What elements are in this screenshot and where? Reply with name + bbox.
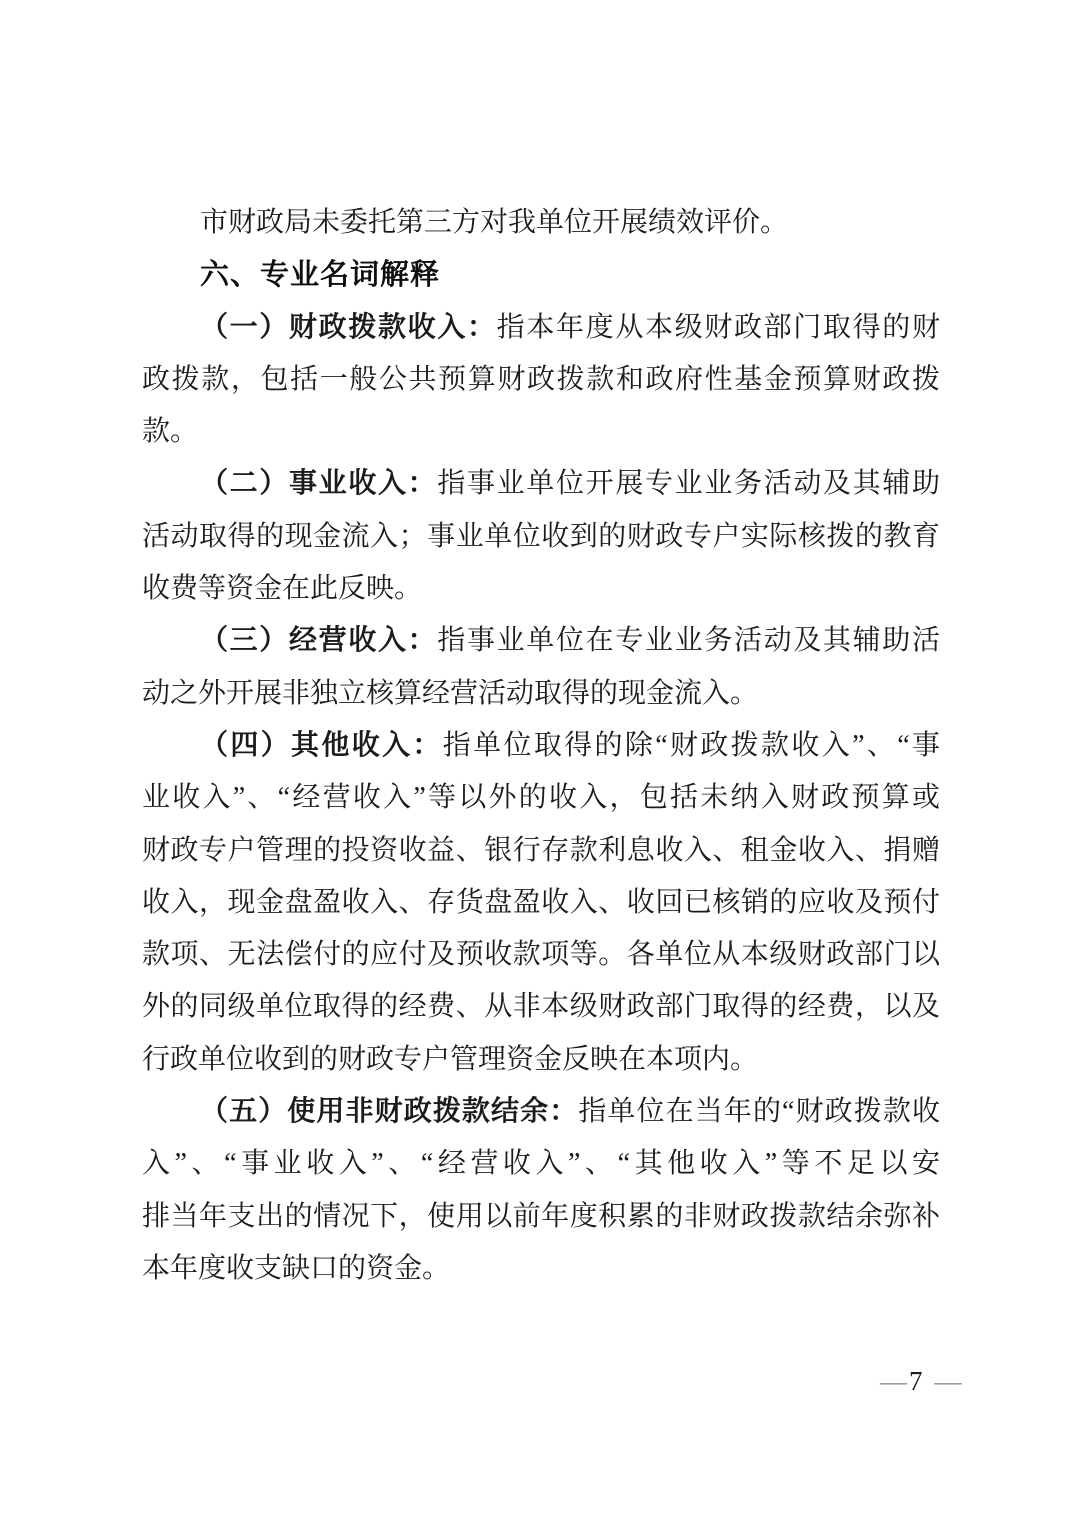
section-heading: 六、专业名词解释 xyxy=(200,259,441,292)
term-label: （二）事业收入： xyxy=(200,468,438,500)
paragraph-3-line-1 xyxy=(142,615,940,667)
body-text: 指单位取得的除“财政拨款收入”、“事 xyxy=(442,729,940,761)
body-text: 政拨款，包括一般公共预算财政拨款和政府性基金预算财政拨 xyxy=(142,363,940,395)
term-label: （一）财政拨款收入： xyxy=(200,311,497,343)
term-label: （四）其他收入： xyxy=(200,729,443,761)
body-text: 指本年度从本级财政部门取得的财 xyxy=(496,311,940,343)
intro-line: 市财政局未委托第三方对我单位开展绩效评价。 xyxy=(200,207,789,238)
body-text: 指事业单位开展专业业务活动及其辅助 xyxy=(437,468,940,500)
page-number-dash-left: — xyxy=(880,1366,907,1396)
paragraph-4-line-3 xyxy=(142,825,940,877)
paragraph-2-line-3 xyxy=(142,563,940,615)
term-label: （三）经营收入： xyxy=(200,625,438,657)
paragraph-5-line-3 xyxy=(142,1191,940,1243)
paragraph-2-line-1 xyxy=(142,458,940,510)
paragraph-4-line-7 xyxy=(142,1034,940,1086)
body-text: 财政专户管理的投资收益、银行存款利息收入、租金收入、捐赠 xyxy=(142,834,940,866)
paragraph-5-line-1 xyxy=(142,1086,940,1138)
paragraph-4-line-6 xyxy=(142,981,940,1033)
paragraphs-container xyxy=(142,302,940,1296)
body-text: 动之外开展非独立核算经营活动取得的现金流入。 xyxy=(142,677,759,709)
paragraph-1-line-3 xyxy=(142,406,940,458)
body-text: 行政单位收到的财政专户管理资金反映在本项内。 xyxy=(142,1043,759,1075)
paragraph-2-line-2 xyxy=(142,511,940,563)
paragraph-4-line-5 xyxy=(142,929,940,981)
body-text: 收入，现金盘盈收入、存货盘盈收入、收回已核销的应收及预付 xyxy=(142,886,940,918)
term-label: （五）使用非财政拨款结余： xyxy=(200,1096,579,1128)
paragraph-1-line-1 xyxy=(142,302,940,354)
page-number-value: 7 xyxy=(909,1366,923,1396)
body-text: 外的同级单位取得的经费、从非本级财政部门取得的经费，以及 xyxy=(142,991,940,1023)
page-number xyxy=(880,1366,962,1397)
body-text: 排当年支出的情况下，使用以前年度积累的非财政拨款结余弥补 xyxy=(142,1200,940,1232)
body-text: 款。 xyxy=(142,416,199,448)
paragraph-1-line-2 xyxy=(142,354,940,406)
paragraph-5-line-2 xyxy=(142,1138,940,1190)
body-text: 款项、无法偿付的应付及预收款项等。各单位从本级财政部门以 xyxy=(142,939,940,971)
paragraph-4-line-4 xyxy=(142,877,940,929)
paragraph-4-line-2 xyxy=(142,772,940,824)
body-text: 本年度收支缺口的资金。 xyxy=(142,1252,451,1284)
document-body xyxy=(142,197,940,1295)
paragraph-5-line-4 xyxy=(142,1243,940,1295)
page-number-dash-right: — xyxy=(934,1366,962,1396)
body-text: 收费等资金在此反映。 xyxy=(142,573,423,605)
body-text: 活动取得的现金流入；事业单位收到的财政专户实际核拨的教育 xyxy=(142,520,940,552)
paragraph-4-line-1 xyxy=(142,720,940,772)
body-text: 指单位在当年的“财政拨款收 xyxy=(578,1096,940,1128)
body-text: 指事业单位在专业业务活动及其辅助活 xyxy=(437,625,940,657)
paragraph-3-line-2 xyxy=(142,668,940,720)
body-text: 入”、“事业收入”、“经营收入”、“其他收入”等不足以安 xyxy=(142,1148,940,1180)
body-text: 业收入”、“经营收入”等以外的收入，包括未纳入财政预算或 xyxy=(142,782,940,814)
